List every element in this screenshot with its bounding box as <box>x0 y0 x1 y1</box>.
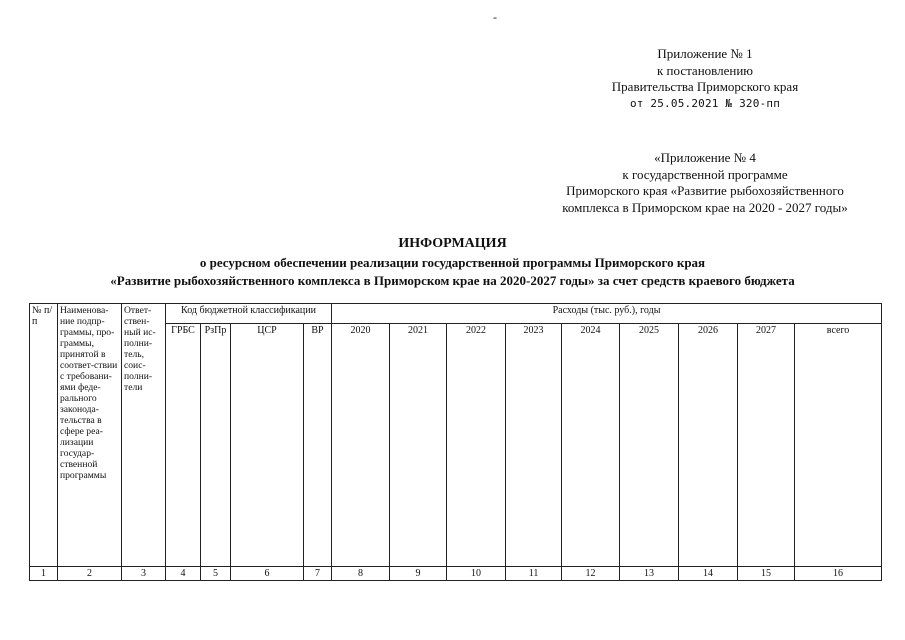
appendix-4-title: «Приложение № 4 <box>654 150 756 165</box>
column-number: 4 <box>166 567 201 581</box>
header-rzpr: РзПр <box>201 324 231 567</box>
resource-table <box>29 303 882 581</box>
header-year: 2021 <box>390 324 447 567</box>
header-year: 2026 <box>679 324 738 567</box>
appendix-4-line3: Приморского края «Развитие рыбохозяйственного <box>566 183 844 198</box>
appendix-1-line2: к постановлению <box>656 62 754 78</box>
appendix-4-line4: комплекса в Приморском крае на 2020 - 2027 годы» <box>562 199 848 215</box>
header-csr: ЦСР <box>231 324 304 567</box>
appendix-4-block <box>520 150 890 216</box>
header-grbs: ГРБС <box>166 324 201 567</box>
appendix-1-title: Приложение № 1 <box>657 46 753 61</box>
column-number: 2 <box>58 567 122 581</box>
column-number: 16 <box>795 567 882 581</box>
appendix-1-block <box>590 46 820 112</box>
column-number: 12 <box>562 567 620 581</box>
column-number: 11 <box>506 567 562 581</box>
header-name: Наименова-ние подпр-граммы, про-граммы, принятой в соответ-ствии с требовани-ями феде-рального законода-тельства в сфере реа-лизации государ-ственной программы <box>58 304 122 567</box>
column-number: 6 <box>231 567 304 581</box>
column-number: 7 <box>304 567 332 581</box>
header-year: 2020 <box>332 324 390 567</box>
column-number-row <box>30 567 882 581</box>
top-mark: - <box>493 10 497 24</box>
column-number: 10 <box>447 567 506 581</box>
column-number: 14 <box>679 567 738 581</box>
appendix-4-line2: к государственной программе <box>622 166 788 182</box>
header-vr: ВР <box>304 324 332 567</box>
column-number: 15 <box>738 567 795 581</box>
header-no: № п/п <box>30 304 58 567</box>
column-number: 9 <box>390 567 447 581</box>
column-number: 3 <box>122 567 166 581</box>
header-total: всего <box>795 324 882 567</box>
header-responsible: Ответ-ствен-ный ис-полни-тель, соис-полни-тели <box>122 304 166 567</box>
document-subtitle-2: «Развитие рыбохозяйственного комплекса в Приморском крае на 2020-2027 годы» за счет средств краевого бюджета <box>110 273 795 288</box>
header-budget-classification: Код бюджетной классификации <box>166 304 332 324</box>
document-subtitle: о ресурсном обеспечении реализации государственной программы Приморского края <box>199 255 706 270</box>
document-title: ИНФОРМАЦИЯ <box>398 236 507 251</box>
header-year: 2025 <box>620 324 679 567</box>
column-number: 1 <box>30 567 58 581</box>
column-number: 13 <box>620 567 679 581</box>
decree-date-stamp: от 25.05.2021 № 320-пп <box>629 96 781 110</box>
header-year: 2023 <box>506 324 562 567</box>
header-expenses: Расходы (тыс. руб.), годы <box>332 304 882 324</box>
column-number: 8 <box>332 567 390 581</box>
column-number: 5 <box>201 567 231 581</box>
header-year: 2024 <box>562 324 620 567</box>
appendix-1-line3: Правительства Приморского края <box>611 79 799 94</box>
header-year: 2022 <box>447 324 506 567</box>
header-year: 2027 <box>738 324 795 567</box>
